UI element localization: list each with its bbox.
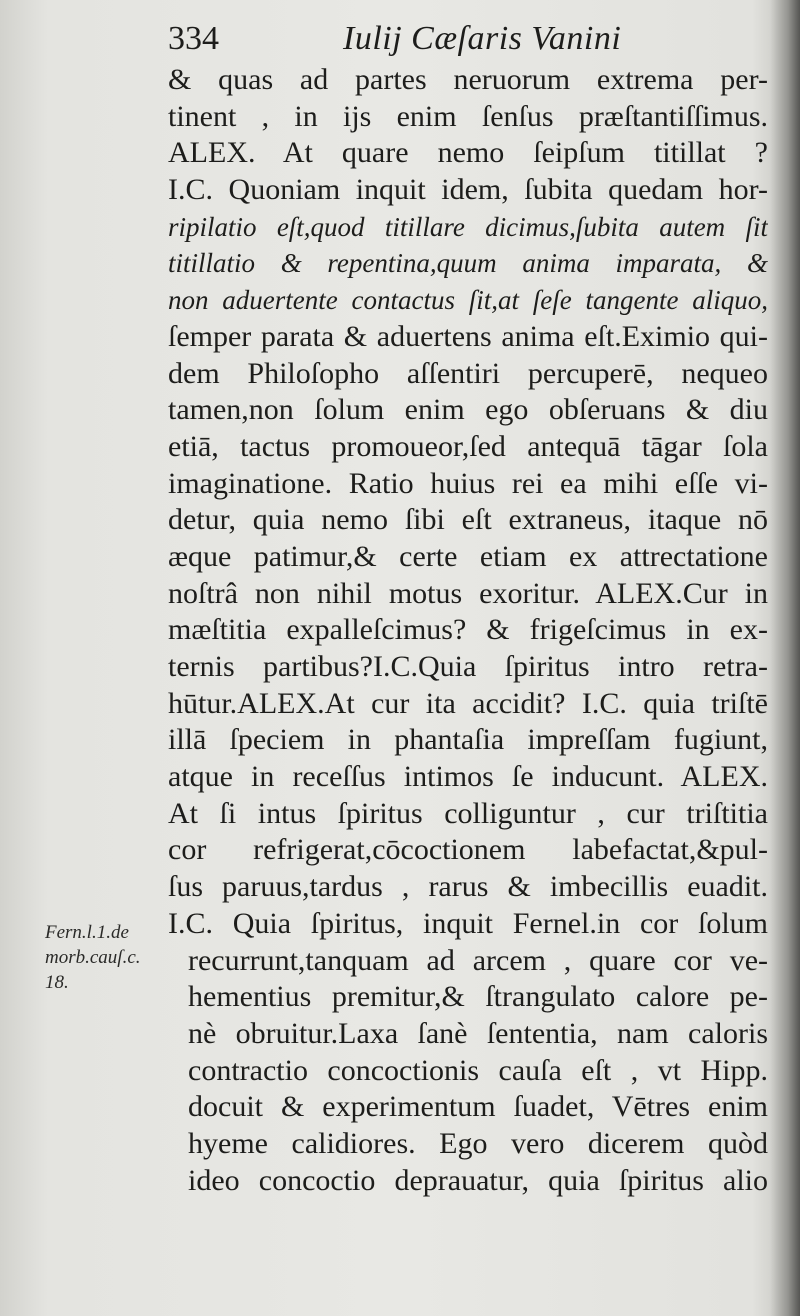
text-line: & quas ad partes neruorum extrema per- [168,63,768,96]
running-head: Iulij Cæſaris Vanini [343,20,622,57]
text-line: tinent , in ijs enim ſenſus præſtantiſſimus. [168,99,768,133]
text-line: æque patimur,& certe etiam ex attrectatione [168,539,768,573]
body-text [168,62,768,1199]
text-line: At ſi intus ſpiritus colliguntur , cur triſtitia [168,796,768,830]
text-line: hyeme calidiores. Ego vero dicerem quòd [188,1126,768,1160]
text-line: docuit & experimentum ſuadet, Vētres enim [188,1090,768,1124]
text-line: ripilatio eſt,quod titillare dicimus,ſubita autem ſit [168,211,768,242]
text-line: ternis partibus?I.C.Quia ſpiritus intro retra- [168,650,768,683]
text-line: mæſtitia expalleſcimus? & frigeſcimus in ex- [168,613,768,647]
text-line: hementius premitur,& ſtrangulato calore pe- [188,980,768,1014]
text-line: I.C. Quoniam inquit idem, ſubita quedam hor- [168,173,768,207]
page-header [168,14,668,64]
marginal-note-line: 18. [45,972,69,993]
text-line: imaginatione. Ratio huius rei ea mihi eſſe vi- [168,466,768,500]
text-line: illā ſpeciem in phantaſia impreſſam fugiunt, [168,723,768,757]
text-line: hūtur.ALEX.At cur ita accidit? I.C. quia triſtē [168,686,768,720]
text-line: ſus paruus,tardus , rarus & imbecillis euadit. [168,870,768,904]
text-line: recurrunt,tanquam ad arcem , quare cor ve- [188,943,768,977]
text-line: noſtrâ non nihil motus exoritur. ALEX.Cur in [168,576,768,610]
text-line: etiā, tactus promoueor,ſed antequā tāgar ſola [168,429,768,463]
text-line: contractio concoctionis cauſa eſt , vt Hipp. [188,1053,768,1087]
text-line: I.C. Quia ſpiritus, inquit Fernel.in cor ſolum [168,906,768,940]
text-line: ALEX. At quare nemo ſeipſum titillat ? [168,136,768,170]
text-line: non aduertente contactus ſit,at ſeſe tangente aliquo, [168,285,768,316]
text-line: ideo concoctio deprauatur, quia ſpiritus alio [188,1163,768,1197]
page-number: 334 [168,20,219,57]
text-line: titillatio & repentina,quum anima imparata, & [168,248,768,279]
text-line: nè obruitur.Laxa ſanè ſententia, nam caloris [188,1016,768,1050]
marginal-note-line: morb.cauſ.c. [45,947,141,968]
text-line: tamen,non ſolum enim ego obſeruans & diu [168,393,768,427]
text-line: ſemper parata & aduertens anima eſt.Eximio qui- [168,319,768,353]
marginal-note [45,920,175,995]
marginal-note-line: Fern.l.1.de [45,922,129,943]
text-line: cor refrigerat,cōcoctionem labefactat,&pul- [168,833,768,867]
page-gutter-shadow [770,0,800,1316]
text-line: atque in receſſus intimos ſe inducunt. ALEX. [168,760,768,794]
text-line: dem Philoſopho aſſentiri percuperē, nequeo [168,356,768,390]
text-line: detur, quia nemo ſibi eſt extraneus, itaque nō [168,503,768,537]
